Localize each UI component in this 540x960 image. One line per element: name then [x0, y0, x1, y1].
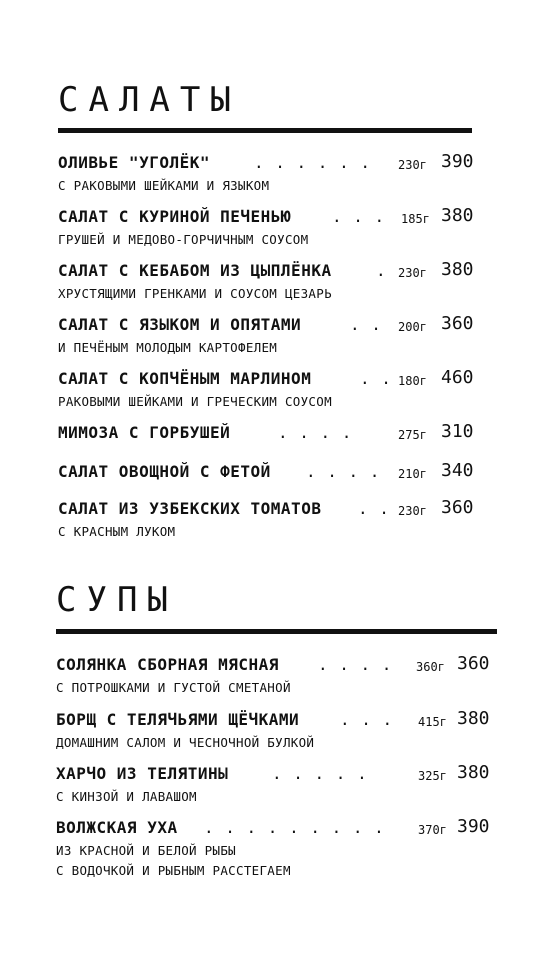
menu-item-description: С КРАСНЫМ ЛУКОМ: [58, 524, 176, 539]
menu-item-leader-dots: . . . . . . . . .: [204, 818, 385, 837]
menu-item-description: ХРУСТЯЩИМИ ГРЕНКАМИ И СОУСОМ ЦЕЗАРЬ: [58, 286, 332, 301]
menu-item-weight: 210г: [398, 467, 427, 481]
menu-item-description: ГРУШЕЙ И МЕДОВО-ГОРЧИЧНЫМ СОУСОМ: [58, 232, 309, 247]
menu-item-price: 390: [457, 816, 490, 837]
menu-item-name: ХАРЧО ИЗ ТЕЛЯТИНЫ: [56, 764, 229, 783]
menu-item-price: 390: [441, 151, 474, 172]
menu-item-description: С ПОТРОШКАМИ И ГУСТОЙ СМЕТАНОЙ: [56, 680, 291, 695]
menu-item-price: 380: [441, 205, 474, 226]
menu-item: [56, 710, 496, 754]
menu-item: [58, 153, 478, 197]
menu-item: [58, 369, 478, 413]
menu-item-weight: 185г: [401, 212, 430, 226]
menu-item-weight: 415г: [418, 715, 447, 729]
soups-divider: [56, 629, 497, 634]
menu-item-description: С РАКОВЫМИ ШЕЙКАМИ И ЯЗЫКОМ: [58, 178, 270, 193]
menu-item-name: СОЛЯНКА СБОРНАЯ МЯСНАЯ: [56, 655, 279, 674]
menu-item-description: ИЗ КРАСНОЙ И БЕЛОЙ РЫБЫ: [56, 843, 236, 858]
menu-item-weight: 200г: [398, 320, 427, 334]
menu-item-price: 340: [441, 460, 474, 481]
menu-item-weight: 275г: [398, 428, 427, 442]
menu-item: [58, 261, 478, 305]
menu-item: [56, 655, 496, 699]
menu-item-weight: 325г: [418, 769, 447, 783]
menu-item-description: С ВОДОЧКОЙ И РЫБНЫМ РАССТЕГАЕМ: [56, 863, 291, 878]
menu-item-price: 380: [441, 259, 474, 280]
menu-item: [58, 499, 478, 543]
menu-item: [56, 764, 496, 808]
menu-item-name: ВОЛЖСКАЯ УХА: [56, 818, 178, 837]
menu-item-leader-dots: . . . .: [278, 423, 353, 442]
menu-item-weight: 230г: [398, 158, 427, 172]
menu-item-description: ДОМАШНИМ САЛОМ И ЧЕСНОЧНОЙ БУЛКОЙ: [56, 735, 315, 750]
menu-item-price: 360: [457, 653, 490, 674]
menu-item-name: САЛАТ С ЯЗЫКОМ И ОПЯТАМИ: [58, 315, 302, 334]
menu-item: [58, 423, 478, 467]
menu-item-price: 360: [441, 313, 474, 334]
soups-title: СУПЫ: [56, 580, 178, 620]
menu-item-price: 310: [441, 421, 474, 442]
menu-item-name: ОЛИВЬЕ "УГОЛЁК": [58, 153, 210, 172]
menu-item: [58, 207, 478, 251]
salads-title: САЛАТЫ: [58, 80, 241, 120]
menu-item-description: РАКОВЫМИ ШЕЙКАМИ И ГРЕЧЕСКИМ СОУСОМ: [58, 394, 332, 409]
menu-item-name: САЛАТ С КЕБАБОМ ИЗ ЦЫПЛЁНКА: [58, 261, 332, 280]
menu-item-weight: 370г: [418, 823, 447, 837]
menu-item: [56, 816, 496, 878]
menu-item-name: БОРЩ С ТЕЛЯЧЬЯМИ ЩЁЧКАМИ: [56, 710, 300, 729]
menu-item-price: 380: [457, 708, 490, 729]
menu-item-price: 380: [457, 762, 490, 783]
menu-item: [58, 315, 478, 359]
menu-item-weight: 230г: [398, 266, 427, 280]
menu-item-description: С КИНЗОЙ И ЛАВАШОМ: [56, 789, 197, 804]
menu-item-leader-dots: . . .: [340, 710, 394, 729]
menu-item-name: МИМОЗА С ГОРБУШЕЙ: [58, 423, 231, 442]
menu-item-name: САЛАТ ОВОЩНОЙ С ФЕТОЙ: [58, 462, 271, 481]
menu-item-price: 460: [441, 367, 474, 388]
menu-item-name: САЛАТ ИЗ УЗБЕКСКИХ ТОМАТОВ: [58, 499, 322, 518]
menu-item-leader-dots: .: [376, 261, 387, 280]
salads-divider: [58, 128, 472, 133]
menu-item-leader-dots: . .: [350, 315, 382, 334]
menu-item-leader-dots: . .: [360, 369, 392, 388]
menu-item-leader-dots: . .: [358, 499, 390, 518]
menu-item-price: 360: [441, 497, 474, 518]
menu-item-name: САЛАТ С КУРИНОЙ ПЕЧЕНЬЮ: [58, 207, 292, 226]
menu-item-weight: 180г: [398, 374, 427, 388]
menu-item-leader-dots: . . .: [332, 207, 386, 226]
menu-item-leader-dots: . . . . . .: [254, 153, 371, 172]
menu-item-name: САЛАТ С КОПЧЁНЫМ МАРЛИНОМ: [58, 369, 312, 388]
menu-item-leader-dots: . . . .: [318, 655, 393, 674]
menu-item-leader-dots: . . . . .: [272, 764, 368, 783]
menu-item-leader-dots: . . . .: [306, 462, 381, 481]
menu-item-description: И ПЕЧЁНЫМ МОЛОДЫМ КАРТОФЕЛЕМ: [58, 340, 278, 355]
menu-item-weight: 360г: [416, 660, 445, 674]
menu-item-weight: 230г: [398, 504, 427, 518]
